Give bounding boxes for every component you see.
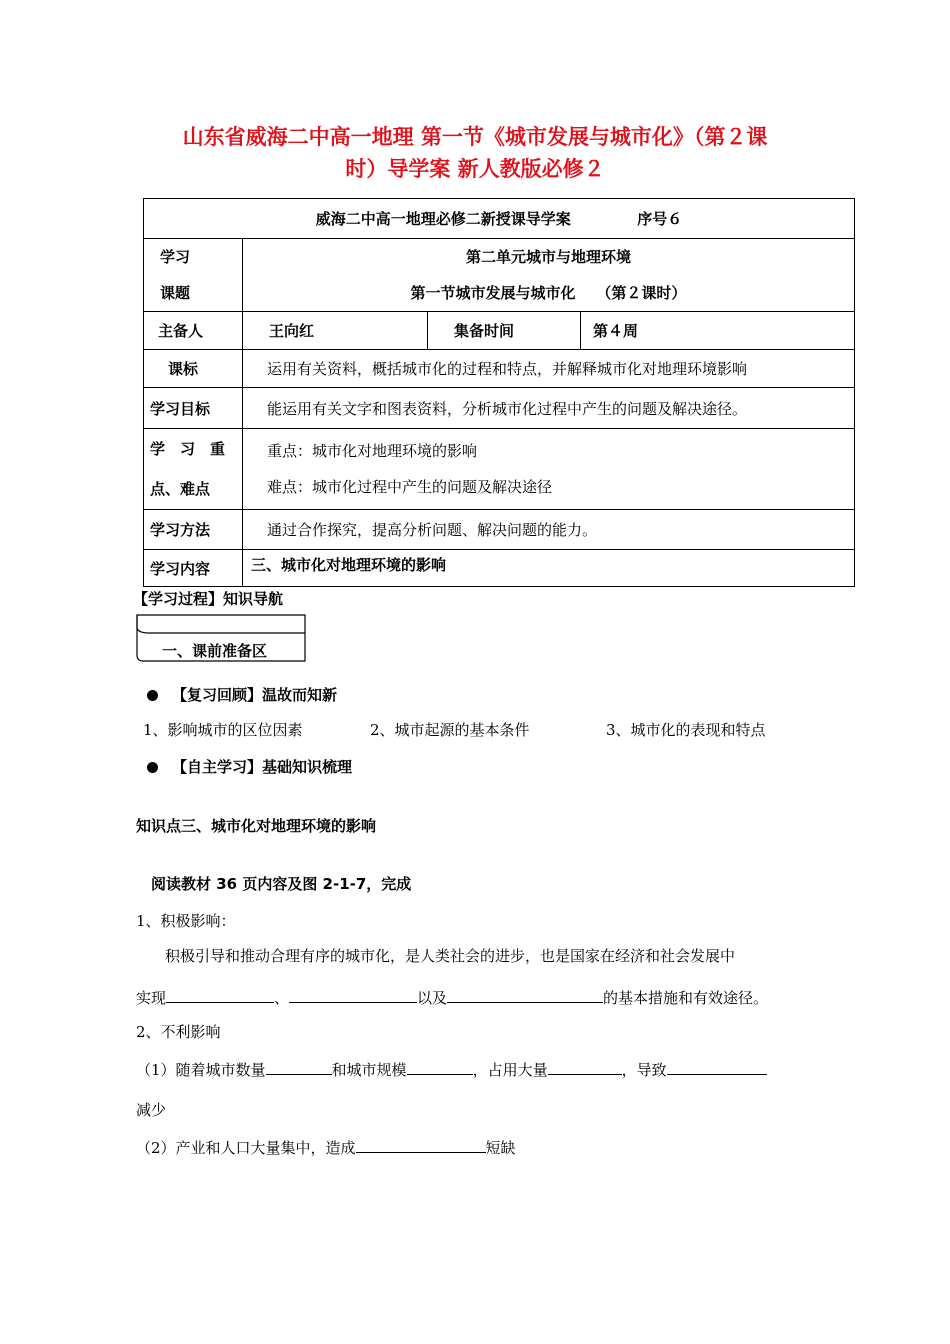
answer-blank-4[interactable] xyxy=(266,1058,332,1075)
positive-text-b: 、 xyxy=(274,989,290,1007)
method-label: 学习方法 xyxy=(144,510,243,550)
table-header-row xyxy=(144,199,855,239)
goal-row xyxy=(144,388,855,429)
answer-blank-3[interactable] xyxy=(447,986,603,1003)
goal-text: 能运用有关文字和图表资料，分析城市化过程中产生的问题及解决途径。 xyxy=(243,388,855,429)
topic-label-1: 学习 xyxy=(160,248,191,266)
positive-text-d: 的基本措施和有效途径。 xyxy=(603,989,769,1007)
negative-q2-text-a: （2）产业和人口大量集中，造成 xyxy=(136,1139,356,1157)
topic-line-2: 第一节城市发展与城市化 （第２课时） xyxy=(410,284,687,302)
positive-fill-line xyxy=(136,986,768,1008)
self-study-line xyxy=(147,756,352,777)
positive-text-a: 实现 xyxy=(136,989,167,1007)
answer-blank-8[interactable] xyxy=(356,1136,486,1153)
review-heading-line xyxy=(147,684,337,705)
positive-text-c: 以及 xyxy=(417,989,448,1007)
key-label-2: 点、难点 xyxy=(150,480,211,498)
table-header-serial: 序号６ xyxy=(637,210,683,228)
review-heading: 【复习回顾】温故而知新 xyxy=(172,686,338,704)
preparer-label: 主备人 xyxy=(144,312,243,350)
negative-q1-line xyxy=(136,1058,767,1080)
standard-label: 课标 xyxy=(144,350,243,388)
reading-instruction: 阅读教材 36 页内容及图 2-1-7，完成 xyxy=(151,875,412,893)
negative-q1-text-d: ，导致 xyxy=(621,1061,667,1079)
bullet-icon xyxy=(147,762,158,773)
content-row xyxy=(144,550,855,587)
negative-q2-text-b: 短缺 xyxy=(485,1139,516,1157)
bullet-icon xyxy=(147,690,158,701)
content-label: 学习内容 xyxy=(144,550,243,587)
answer-blank-6[interactable] xyxy=(548,1058,622,1075)
content-text: 三、城市化对地理环境的影响 xyxy=(243,550,855,587)
review-item-1: 1、影响城市的区位因素 xyxy=(143,721,303,739)
topic-line-1: 第二单元城市与地理环境 xyxy=(465,248,631,266)
topic-label-2: 课题 xyxy=(160,284,191,302)
lesson-info-table xyxy=(143,198,855,587)
document-title-line-1: 山东省威海二中高一地理 第一节《城市发展与城市化》（第２课 xyxy=(182,125,768,149)
difficult-point-text: 难点：城市化过程中产生的问题及解决途径 xyxy=(267,478,553,496)
self-study-heading: 【自主学习】基础知识梳理 xyxy=(172,758,353,776)
method-text: 通过合作探究，提高分析问题、解决问题的能力。 xyxy=(243,510,855,550)
negative-q1-text-e: 减少 xyxy=(136,1101,167,1119)
answer-blank-1[interactable] xyxy=(166,986,274,1003)
negative-q1-text-c: ，占用大量 xyxy=(472,1061,548,1079)
knowledge-point-heading: 知识点三、城市化对地理环境的影响 xyxy=(136,817,377,835)
answer-blank-7[interactable] xyxy=(667,1058,767,1075)
negative-q1-text-a: （1）随着城市数量 xyxy=(136,1061,266,1079)
standard-row xyxy=(144,350,855,388)
standard-text: 运用有关资料，概括城市化的过程和特点，并解释城市化对地理环境影响 xyxy=(243,350,855,388)
key-points-row xyxy=(144,429,855,510)
method-row xyxy=(144,510,855,550)
negative-q1-text-b: 和城市规模 xyxy=(331,1061,407,1079)
answer-blank-5[interactable] xyxy=(407,1058,473,1075)
goal-label: 学习目标 xyxy=(144,388,243,429)
positive-heading: 1、积极影响： xyxy=(136,912,236,930)
prep-time-label: 集备时间 xyxy=(428,312,581,350)
positive-paragraph: 积极引导和推动合理有序的城市化，是人类社会的进步，也是国家在经济和社会发展中 xyxy=(165,947,736,965)
negative-heading: 2、不利影响 xyxy=(136,1023,221,1041)
review-item-2: 2、城市起源的基本条件 xyxy=(370,721,530,739)
key-point-text: 重点：城市化对地理环境的影响 xyxy=(267,442,478,460)
topic-row xyxy=(144,239,855,312)
document-title-line-2: 时）导学案 新人教版必修２ xyxy=(345,157,605,181)
process-heading: 【学习过程】知识导航 xyxy=(133,590,284,608)
answer-blank-2[interactable] xyxy=(289,986,417,1003)
negative-q2-line xyxy=(136,1136,516,1158)
preparer-name: 王向红 xyxy=(243,312,428,350)
table-header-title: 威海二中高一地理必修二新授课导学案 xyxy=(315,210,571,228)
review-item-3: 3、城市化的表现和特点 xyxy=(606,721,766,739)
key-label-1: 学 习 重 xyxy=(150,440,226,458)
prep-time-value: 第４周 xyxy=(581,312,855,350)
preparer-row xyxy=(144,312,855,350)
section-banner-text: 一、课前准备区 xyxy=(162,642,268,660)
